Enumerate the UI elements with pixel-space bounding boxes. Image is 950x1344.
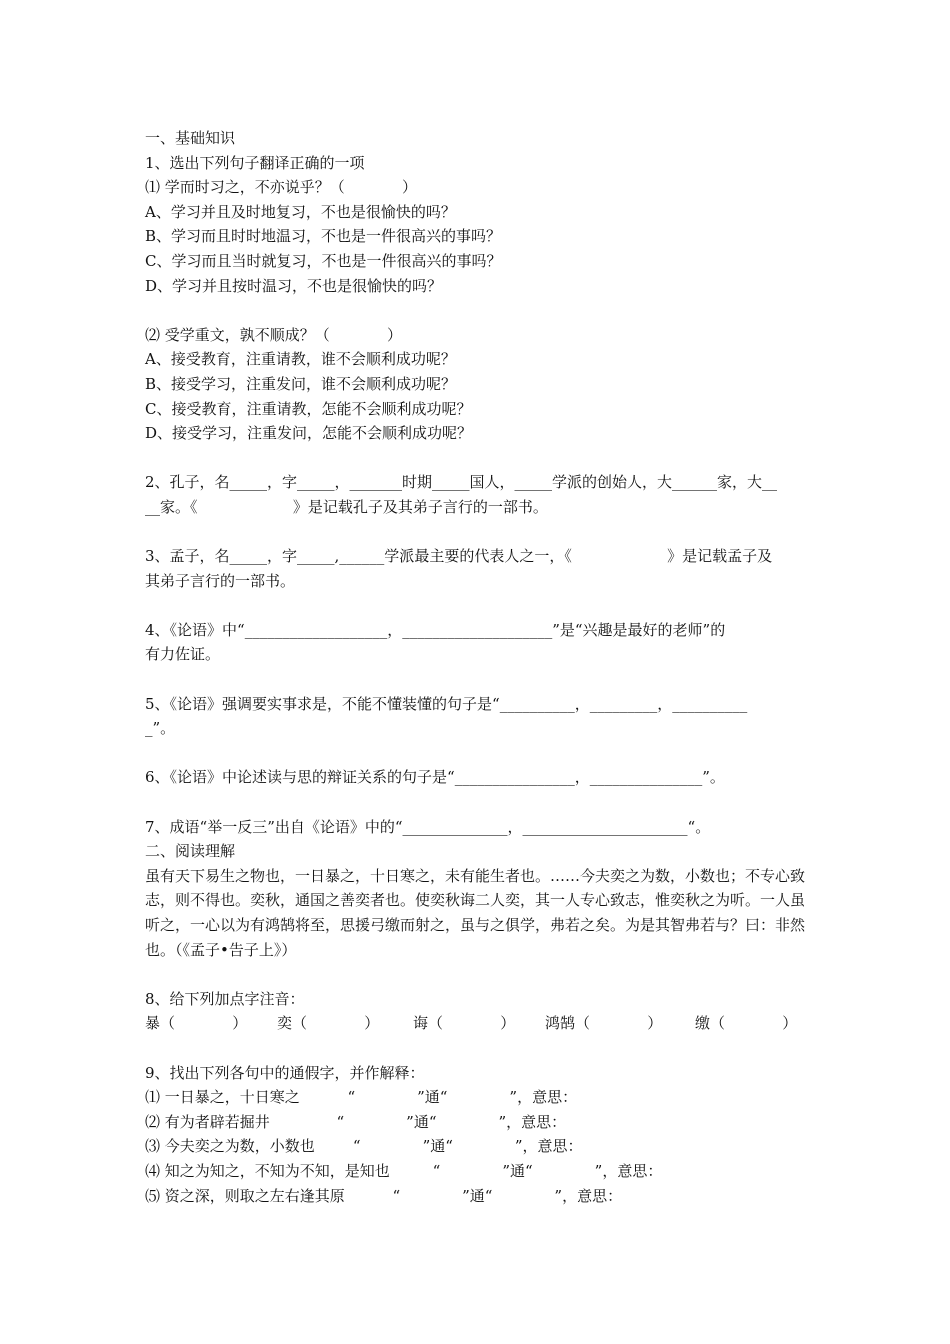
q9-item: ⑶ 今夫奕之为数，小数也 “ ”通“ ”，意思： — [145, 1137, 583, 1156]
q2-line1: 2、孔子，名_____，字_____，_______时期_____国人，_____学派的创始人，大______家，大__ — [145, 473, 778, 492]
q6: 6、《论语》中论述读与思的辩证关系的句子是“________________，_______________”。 — [145, 768, 725, 787]
q8-item: 缴（ ） — [695, 1014, 798, 1033]
q8-item: 奕（ ） — [277, 1014, 380, 1033]
spacer — [145, 593, 813, 618]
spacer — [145, 1036, 813, 1061]
spacer — [145, 962, 813, 987]
q1-part2-option-a: A、接受教育，注重请教，谁不会顺利成功呢？ — [145, 350, 456, 369]
q1-title: 1、选出下列句子翻译正确的一项 — [145, 153, 365, 172]
q8-item: 鸿鹄（ ） — [545, 1014, 663, 1033]
q9-item: ⑷ 知之为知之，不知为不知，是知也 “ ”通“ ”，意思： — [145, 1161, 663, 1180]
spacer — [145, 446, 813, 471]
document-content — [145, 126, 813, 1208]
q9-item: ⑸ 资之深，则取之左右逢其原 “ ”通“ ”，意思： — [145, 1186, 623, 1205]
q1-part1-option-d: D、学习并且按时温习，不也是很愉快的吗？ — [145, 276, 443, 295]
q1-part2-option-d: D、接受学习，注重发问，怎能不会顺利成功呢？ — [145, 424, 473, 443]
q3-line1: 3、孟子，名_____，字_____,______学派最主要的代表人之一，《 》是记载孟子及 — [145, 547, 773, 566]
q4-line2: 有力佐证。 — [145, 645, 221, 664]
q9-item: ⑵ 有为者辟若掘井 “ ”通“ ”，意思： — [145, 1112, 567, 1131]
q9-item: ⑴ 一日暴之，十日寒之 “ ”通“ ”，意思： — [145, 1088, 578, 1107]
spacer — [145, 520, 813, 545]
reading-passage: 虽有天下易生之物也，一日暴之，十日寒之，未有能生者也。……今夫奕之为数，小数也；不专心致志，则不得也。奕秋，通国之善奕者也。使奕秋诲二人奕，其一人专心致志，惟奕秋之为听。一人虽听之，一心以为有鸿鹄将至，思援弓缴而射之，虽与之俱学，弗若之矣。为是其智弗若与？曰：非然也。（《孟子•告子上》） — [145, 866, 806, 959]
q1-part1-option-b: B、学习而且时时地温习，不也是一件很高兴的事吗？ — [145, 227, 502, 246]
spacer — [145, 741, 813, 766]
q1-part2-option-b: B、接受学习，注重发问，谁不会顺利成功呢？ — [145, 374, 457, 393]
section1-heading: 一、基础知识 — [145, 129, 236, 147]
q7: 7、成语“举一反三”出自《论语》中的“______________，______________________“。 — [145, 817, 711, 836]
section2-heading: 二、阅读理解 — [145, 842, 236, 861]
q4-line1: 4、《论语》中“___________________，____________________”是“兴趣是最好的老师”的 — [145, 620, 726, 639]
q8-item: 诲（ ） — [413, 1014, 516, 1033]
q9-title: 9、找出下列各句中的通假字，并作解释： — [145, 1063, 425, 1082]
q8-item: 暴（ ） — [145, 1014, 248, 1033]
q1-part2-option-c: C、接受教育，注重请教，怎能不会顺利成功呢？ — [145, 399, 472, 418]
q3-line2: 其弟子言行的一部书。 — [145, 571, 296, 590]
spacer — [145, 790, 813, 815]
q1-part2-stem: ⑵ 受学重文，孰不顺成？（ ） — [145, 325, 402, 344]
q5-line1: 5、《论语》强调要实事求是，不能不懂装懂的句子是“__________，_________，__________ — [145, 694, 748, 713]
spacer — [145, 667, 813, 692]
q5-line2: _”。 — [145, 719, 176, 738]
q1-part1-option-c: C、学习而且当时就复习，不也是一件很高兴的事吗？ — [145, 251, 502, 270]
q2-line2: __家。《 》是记载孔子及其弟子言行的一部书。 — [145, 497, 548, 516]
q8-title: 8、给下列加点字注音： — [145, 989, 305, 1008]
spacer — [145, 298, 813, 323]
q1-part1-option-a: A、学习并且及时地复习，不也是很愉快的吗？ — [145, 202, 456, 221]
q8-items — [145, 1011, 813, 1036]
q1-part1-stem: ⑴ 学而时习之，不亦说乎？（ ） — [145, 178, 417, 197]
